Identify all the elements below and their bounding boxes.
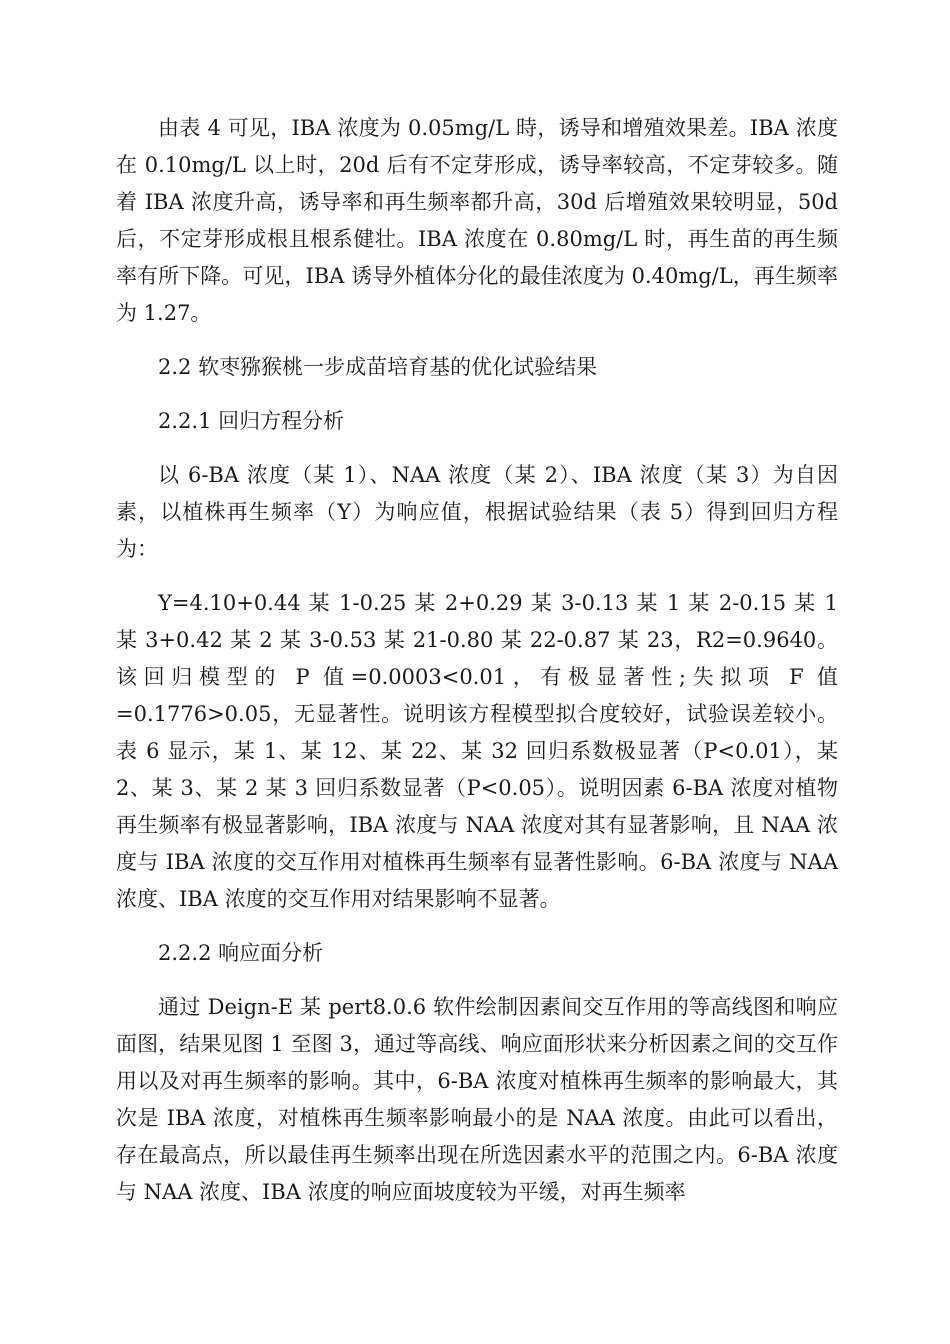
section-heading-2-2-2: 2.2.2 响应面分析 (158, 941, 324, 965)
document-body (116, 110, 838, 1211)
paragraph-iba-results: 由表 4 可见，IBA 浓度为 0.05mg/L 時，诱导和增殖效果差。IBA 浓度在 0.10mg/L 以上时，20d 后有不定芽形成，诱导率较高，不定芽较多。随着 IBA 浓度升高，诱导率和再生频率都升高，30d 后增殖效果较明显，50d 后，不定芽形成根且根系健壮。IBA 浓度在 0.80mg/L 时，再生苗的再生频率有所下降。可见，IBA 诱导外植体分化的最佳浓度为 0.40mg/L，再生频率为 1.27。 (116, 116, 838, 325)
section-heading-2-2-1: 2.2.1 回归方程分析 (158, 409, 345, 433)
paragraph-response-surface: 通过 Deign-E 某 pert8.0.6 软件绘制因素间交互作用的等高线图和响应面图，结果见图 1 至图 3，通过等高线、响应面形状来分析因素之间的交互作用以及对再生频率的影响。其中，6-BA 浓度对植株再生频率的影响最大，其次是 IBA 浓度，对植株再生频率影响最小的是 NAA 浓度。由此可以看出，存在最高点，所以最佳再生频率出现在所选因素水平的范围之内。6-BA 浓度与 NAA 浓度、IBA 浓度的响应面坡度较为平缓，对再生频率 (116, 995, 838, 1204)
paragraph-regression-intro: 以 6-BA 浓度（某 1）、NAA 浓度（某 2）、IBA 浓度（某 3）为自因素，以植株再生频率（Y）为响应值，根据试验结果（表 5）得到回归方程为： (116, 463, 838, 561)
section-heading-2-2: 2.2 软枣猕猴桃一步成苗培育基的优化试验结果 (158, 355, 598, 379)
paragraph-regression-equation: Y=4.10+0.44 某 1-0.25 某 2+0.29 某 3-0.13 某 1 某 2-0.15 某 1 某 3+0.42 某 2 某 3-0.53 某 21-0.80 某 22-0.87 某 23，R2=0.9640。该回归模型的 P 值=0.0003<0.01，有极显著性;失拟项 F 值=0.1776>0.05，无显著性。说明该方程模型拟合度较好，试验误差较小。表 6 显示，某 1、某 12、某 22、某 32 回归系数极显著（P<0.01），某 2、某 3、某 2 某 3 回归系数显著（P<0.05）。说明因素 6-BA 浓度对植物再生频率有极显著影响，IBA 浓度与 NAA 浓度对其有显著影响，且 NAA 浓度与 IBA 浓度的交互作用对植株再生频率有显著性影响。6-BA 浓度与 NAA 浓度、IBA 浓度的交互作用对结果影响不显著。 (116, 591, 838, 911)
